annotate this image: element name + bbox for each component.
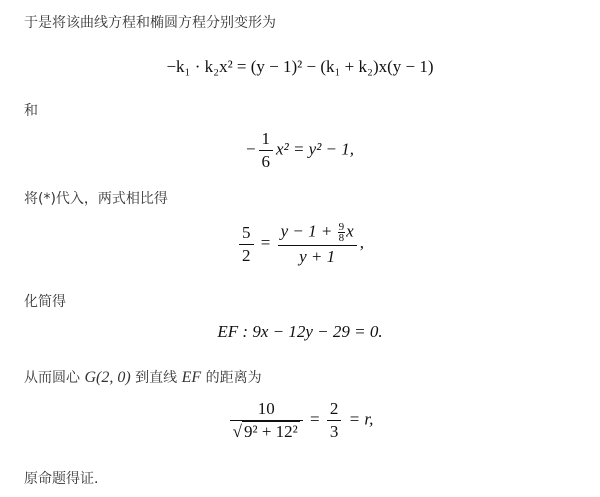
fraction-distance: $\frac{10}{\text{√ 9² + 12²}}$ xyxy=(230,400,303,441)
simplify-line: 化简得 xyxy=(24,294,66,310)
distance-line: 从而圆心 G(2, 0) 到直线 EF 的距离为 xyxy=(24,369,262,386)
fraction-two-thirds: $\frac{2}{3}$ xyxy=(327,400,342,441)
equation-ratio: $\frac{5}{2}$ = y − 1 + $\frac{9}{8}$ x y + 1 , xyxy=(0,222,600,266)
fraction-five-halves: $\frac{5}{2}$ xyxy=(239,224,254,265)
conclusion-line: 原命题得证. xyxy=(24,471,99,487)
connector-and: 和 xyxy=(24,103,38,119)
equation-curve-transformed xyxy=(0,57,600,77)
equation-ellipse-transformed: − $\frac{1}{6}$ x² = y² − 1, xyxy=(245,129,355,171)
substitute-line: 将(*)代入，两式相比得 xyxy=(24,191,168,207)
fraction-right-side: y − 1 + $\frac{9}{8}$ x y + 1 xyxy=(278,222,357,266)
equation-distance: $\frac{10}{\text{√ 9² + 12²}}$ = $\frac{2}{3}$ = r, xyxy=(0,400,600,441)
equation-line-ef: EF : 9x − 12y − 29 = 0. xyxy=(217,322,383,341)
intro-line: 于是将该曲线方程和椭圆方程分别变形为 xyxy=(24,15,276,31)
equation-curve-text: −k₁ · k₂x² = (y − 1)² − (k₁ + k₂)x(y − 1) xyxy=(166,57,434,76)
fraction-one-sixth: $\frac{1}{6}$ xyxy=(259,130,274,171)
